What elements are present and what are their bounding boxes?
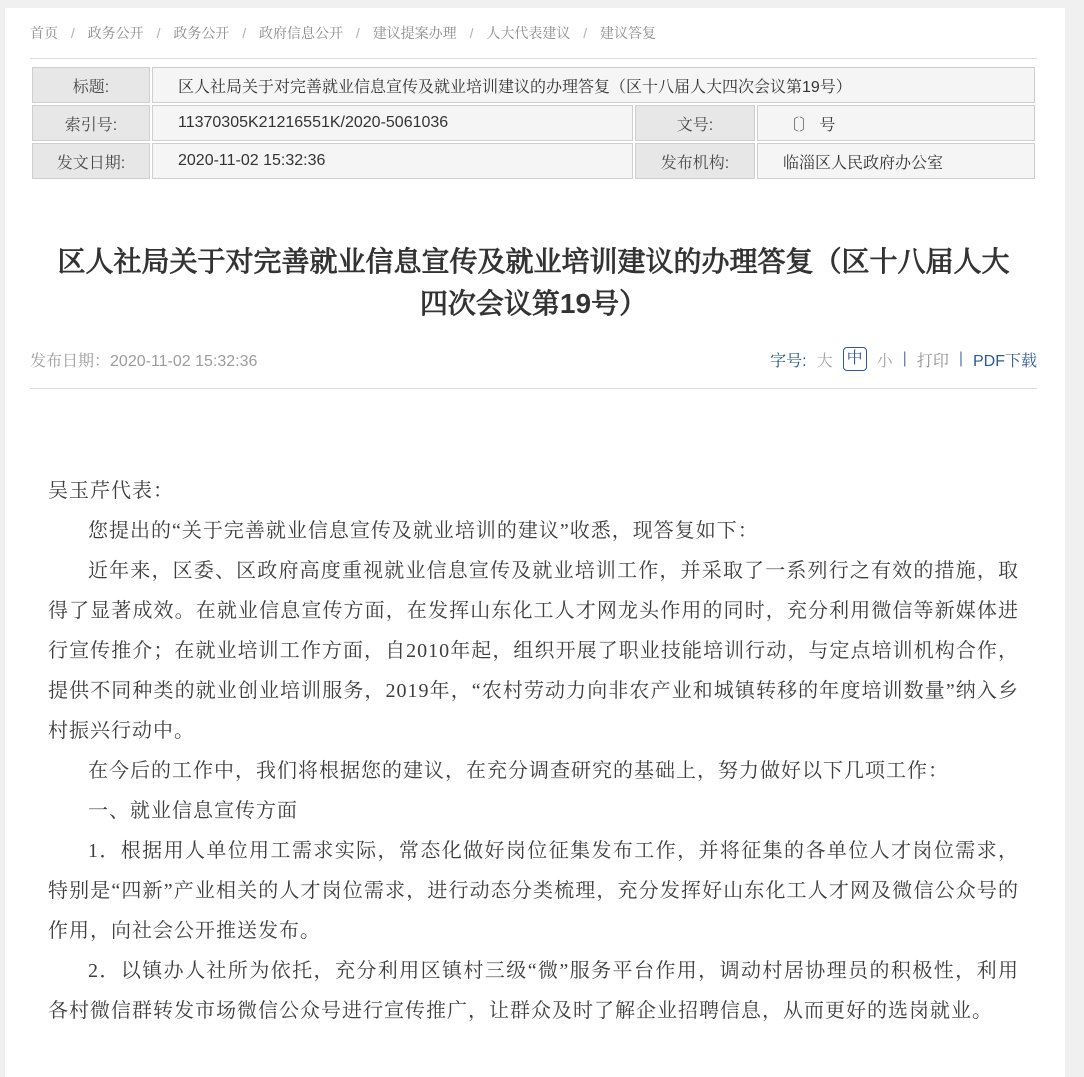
breadcrumb-link[interactable]: 政务公开 — [87, 25, 144, 41]
breadcrumb-item — [259, 25, 373, 41]
font-size-small-button[interactable]: 小 — [876, 352, 893, 370]
toolbar-divider — [30, 388, 1037, 389]
article-paragraph: 您提出的“关于完善就业信息宣传及就业培训的建议”收悉，现答复如下： — [88, 520, 759, 542]
article-paragraph: 一、就业信息宣传方面 — [88, 800, 298, 822]
meta-row-date — [32, 143, 1035, 179]
font-size-large-button[interactable]: 大 — [816, 352, 833, 370]
pdf-download-button[interactable]: PDF下载 — [972, 352, 1037, 370]
content-panel — [5, 8, 1065, 1077]
toolbar-separator: | — [958, 350, 963, 367]
meta-row-title — [32, 67, 1035, 103]
meta-label-issue-date: 发文日期: — [32, 143, 150, 179]
article-title: 区人社局关于对完善就业信息宣传及就业培训建议的办理答复（区十八届人大四次会议第19号） — [57, 246, 1010, 319]
meta-row-index — [32, 105, 1035, 141]
breadcrumb-link[interactable]: 人大代表建议 — [486, 25, 571, 41]
meta-label-index: 索引号: — [32, 105, 150, 141]
article-paragraph: 2．以镇办人社所为依托，充分利用区镇村三级“微”服务平台作用，调动村居协理员的积极性，利用各村微信群转发市场微信公众号进行宣传推广，让群众及时了解企业招聘信息，从而更好的选岗就业。 — [48, 960, 1019, 1022]
breadcrumb-divider — [30, 58, 1037, 59]
breadcrumb-item — [373, 25, 487, 41]
meta-label-doc-number: 文号: — [635, 105, 755, 141]
article-body — [30, 471, 1037, 1031]
article-paragraph: 吴玉芹代表： — [48, 480, 174, 502]
breadcrumb-link[interactable]: 建议答复 — [600, 25, 657, 41]
document-meta-table — [30, 65, 1037, 181]
breadcrumb-link[interactable]: 首页 — [30, 25, 58, 41]
breadcrumb-item — [88, 25, 174, 41]
breadcrumb-separator: / — [156, 25, 161, 41]
meta-label-publisher: 发布机构: — [635, 143, 755, 179]
publish-date-label: 发布日期： — [30, 352, 111, 370]
meta-value-doc-number: 〔〕 号 — [757, 105, 1035, 141]
breadcrumb-separator: / — [355, 25, 360, 41]
meta-label-title: 标题: — [32, 67, 150, 103]
breadcrumb-item — [30, 25, 88, 41]
article-paragraph: 1．根据用人单位用工需求实际，常态化做好岗位征集发布工作，并将征集的各单位人才岗位需求，特别是“四新”产业相关的人才岗位需求，进行动态分类梳理，充分发挥好山东化工人才网及微信公众号的作用，向社会公开推送发布。 — [48, 840, 1019, 942]
publish-date-value: 2020-11-02 15:32:36 — [110, 352, 258, 370]
font-size-medium-button[interactable]: 中 — [843, 347, 867, 371]
breadcrumb-item — [486, 25, 600, 41]
date-toolbar-row — [30, 345, 1037, 373]
publish-date — [30, 348, 257, 371]
breadcrumb — [30, 8, 1037, 43]
print-button[interactable]: 打印 — [916, 352, 949, 370]
article-toolbar — [770, 347, 1037, 371]
article-paragraph: 近年来，区委、区政府高度重视就业信息宣传及就业培训工作，并采取了一系列行之有效的措施，取得了显著成效。在就业信息宣传方面，在发挥山东化工人才网龙头作用的同时，充分利用微信等新媒体进行宣传推介；在就业培训工作方面，自2010年起，组织开展了职业技能培训行动，与定点培训机构合作，提供不同种类的就业创业培训服务，2019年，“农村劳动力向非农产业和城镇转移的年度培训数量”纳入乡村振兴行动中。 — [48, 560, 1019, 742]
meta-value-issue-date: 2020-11-02 15:32:36 — [152, 143, 633, 179]
breadcrumb-item — [173, 25, 259, 41]
breadcrumb-link[interactable]: 建议提案办理 — [372, 25, 457, 41]
breadcrumb-link[interactable]: 政府信息公开 — [259, 25, 344, 41]
breadcrumb-item — [600, 25, 656, 41]
breadcrumb-link[interactable]: 政务公开 — [173, 25, 230, 41]
meta-value-title: 区人社局关于对完善就业信息宣传及就业培训建议的办理答复（区十八届人大四次会议第19号） — [152, 67, 1035, 103]
meta-value-publisher: 临淄区人民政府办公室 — [757, 143, 1035, 179]
font-size-label: 字号: — [770, 352, 807, 370]
breadcrumb-separator: / — [242, 25, 247, 41]
breadcrumb-separator: / — [583, 25, 588, 41]
breadcrumb-separator: / — [469, 25, 474, 41]
breadcrumb-separator: / — [70, 25, 75, 41]
meta-value-index: 11370305K21216551K/2020-5061036 — [152, 105, 633, 141]
article-paragraph: 在今后的工作中，我们将根据您的建议，在充分调查研究的基础上，努力做好以下几项工作： — [88, 760, 949, 782]
toolbar-separator: | — [902, 350, 907, 367]
